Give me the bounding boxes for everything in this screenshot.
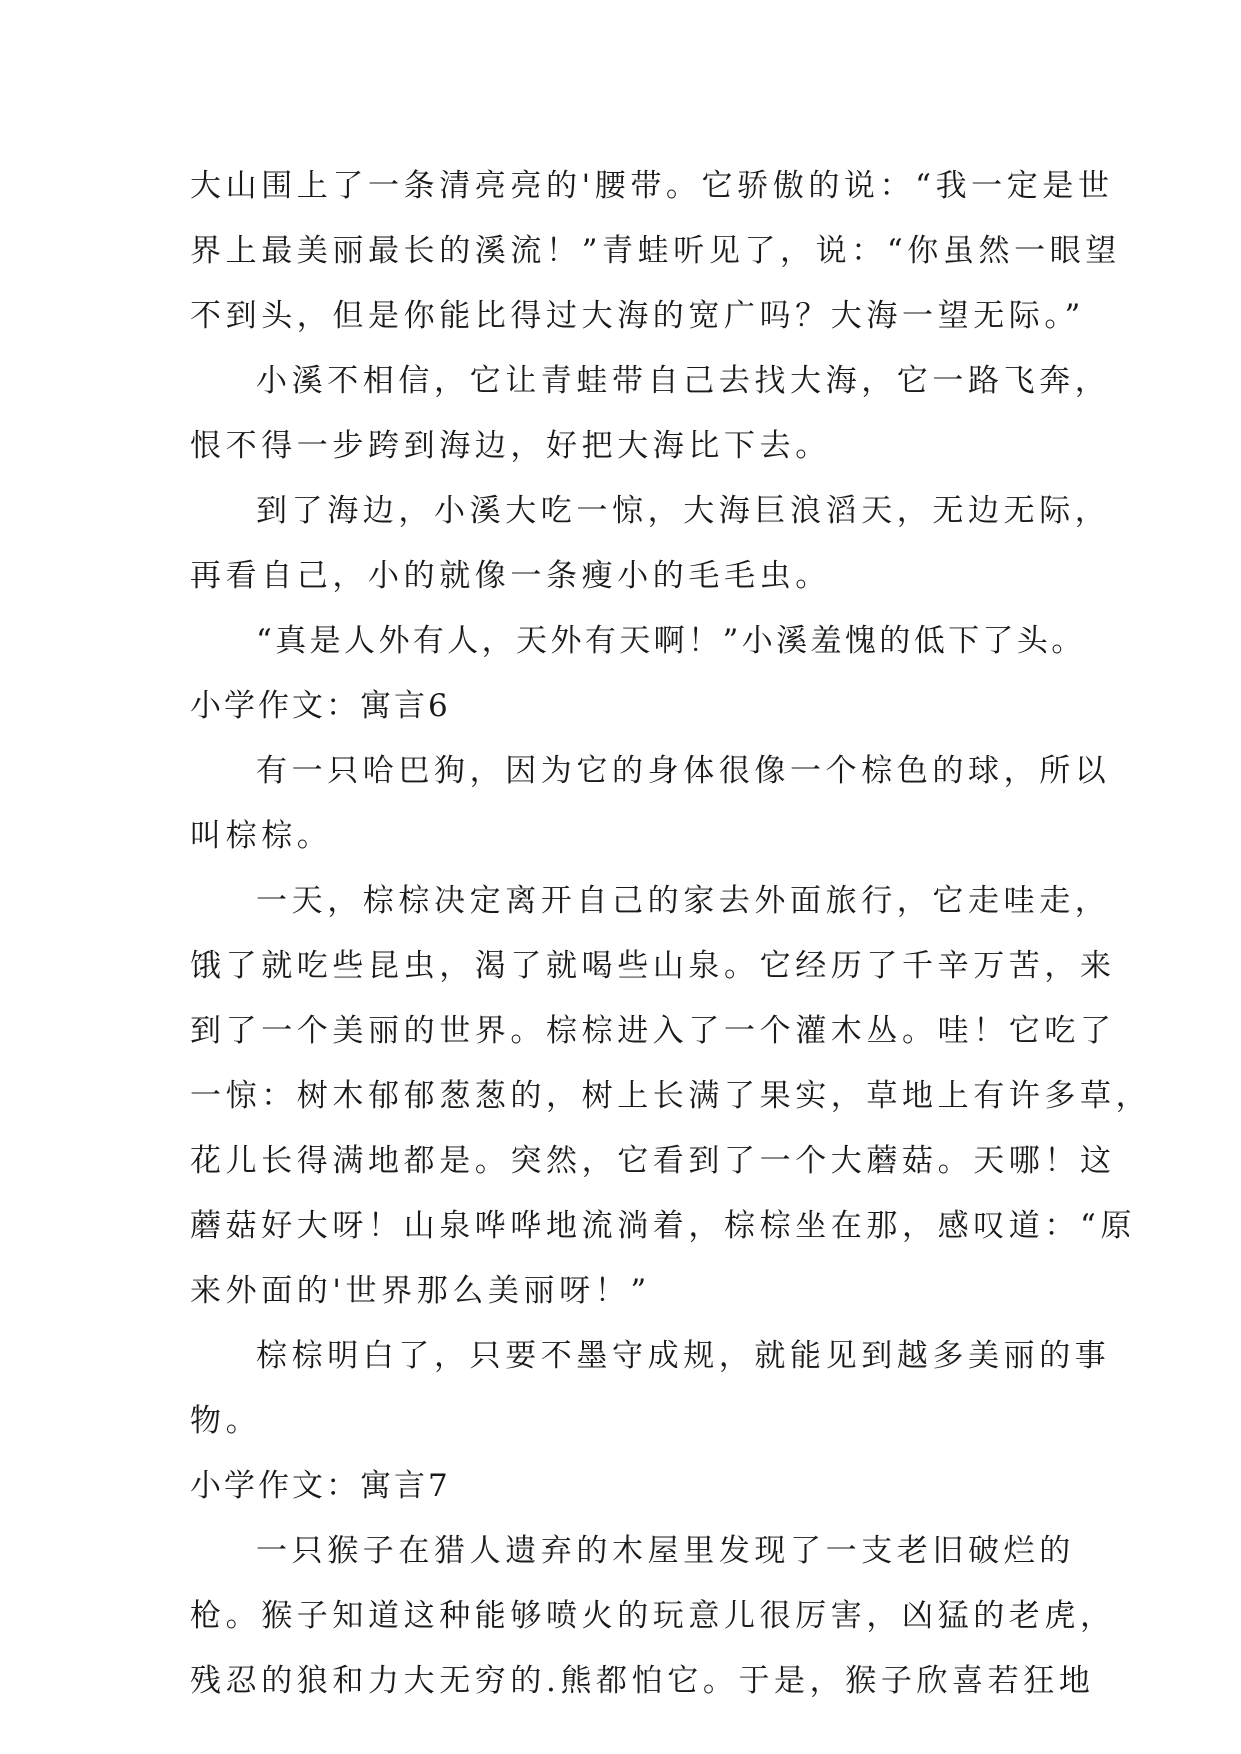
paragraph-line: 棕棕明白了，只要不墨守成规，就能见到越多美丽的事 — [256, 1338, 1111, 1374]
paragraph-line: 界上最美丽最长的溪流！”青蛙听见了，说：“你虽然一眼望 — [190, 233, 1121, 269]
paragraph-line: 残忍的狼和力大无穷的.熊都怕它。于是，猴子欣喜若狂地 — [190, 1663, 1095, 1699]
paragraph-line: 再看自己，小的就像一条瘦小的毛毛虫。 — [190, 558, 831, 594]
paragraph-line: 一天，棕棕决定离开自己的家去外面旅行，它走哇走， — [256, 883, 1111, 919]
section-heading: 小学作文：寓言7 — [190, 1468, 451, 1504]
paragraph-line: 物。 — [190, 1403, 262, 1439]
paragraph-line: 蘑菇好大呀！山泉哗哗地流淌着，棕棕坐在那，感叹道：“原 — [190, 1208, 1137, 1244]
section-heading: 小学作文：寓言6 — [190, 688, 451, 724]
paragraph-line: 大山围上了一条清亮亮的'腰带。它骄傲的说：“我一定是世 — [190, 168, 1114, 204]
paragraph-line: 到了海边，小溪大吃一惊，大海巨浪滔天，无边无际， — [256, 493, 1111, 529]
paragraph-line: 叫棕棕。 — [190, 818, 333, 854]
paragraph-line: “真是人外有人，天外有天啊！”小溪羞愧的低下了头。 — [256, 623, 1086, 659]
document-body — [190, 154, 1152, 1714]
paragraph-line: 一只猴子在猎人遗弃的木屋里发现了一支老旧破烂的 — [256, 1533, 1075, 1569]
paragraph-line: 花儿长得满地都是。突然，它看到了一个大蘑菇。天哪！这 — [190, 1143, 1116, 1179]
paragraph-line: 到了一个美丽的世界。棕棕进入了一个灌木丛。哇！它吃了 — [190, 1013, 1116, 1049]
paragraph-line: 不到头，但是你能比得过大海的宽广吗？大海一望无际。” — [190, 298, 1085, 334]
paragraph-line: 饿了就吃些昆虫，渴了就喝些山泉。它经历了千辛万苦，来 — [190, 948, 1116, 984]
paragraph-line: 恨不得一步跨到海边，好把大海比下去。 — [190, 428, 831, 464]
paragraph-line: 有一只哈巴狗，因为它的身体很像一个棕色的球，所以 — [256, 753, 1111, 789]
paragraph-line: 小溪不相信，它让青蛙带自己去找大海，它一路飞奔， — [256, 363, 1111, 399]
paragraph-line: 枪。猴子知道这种能够喷火的玩意儿很厉害，凶猛的老虎， — [190, 1598, 1116, 1634]
paragraph-line: 一惊：树木郁郁葱葱的，树上长满了果实，草地上有许多草， — [190, 1078, 1152, 1114]
paragraph-line: 来外面的'世界那么美丽呀！” — [190, 1273, 651, 1309]
